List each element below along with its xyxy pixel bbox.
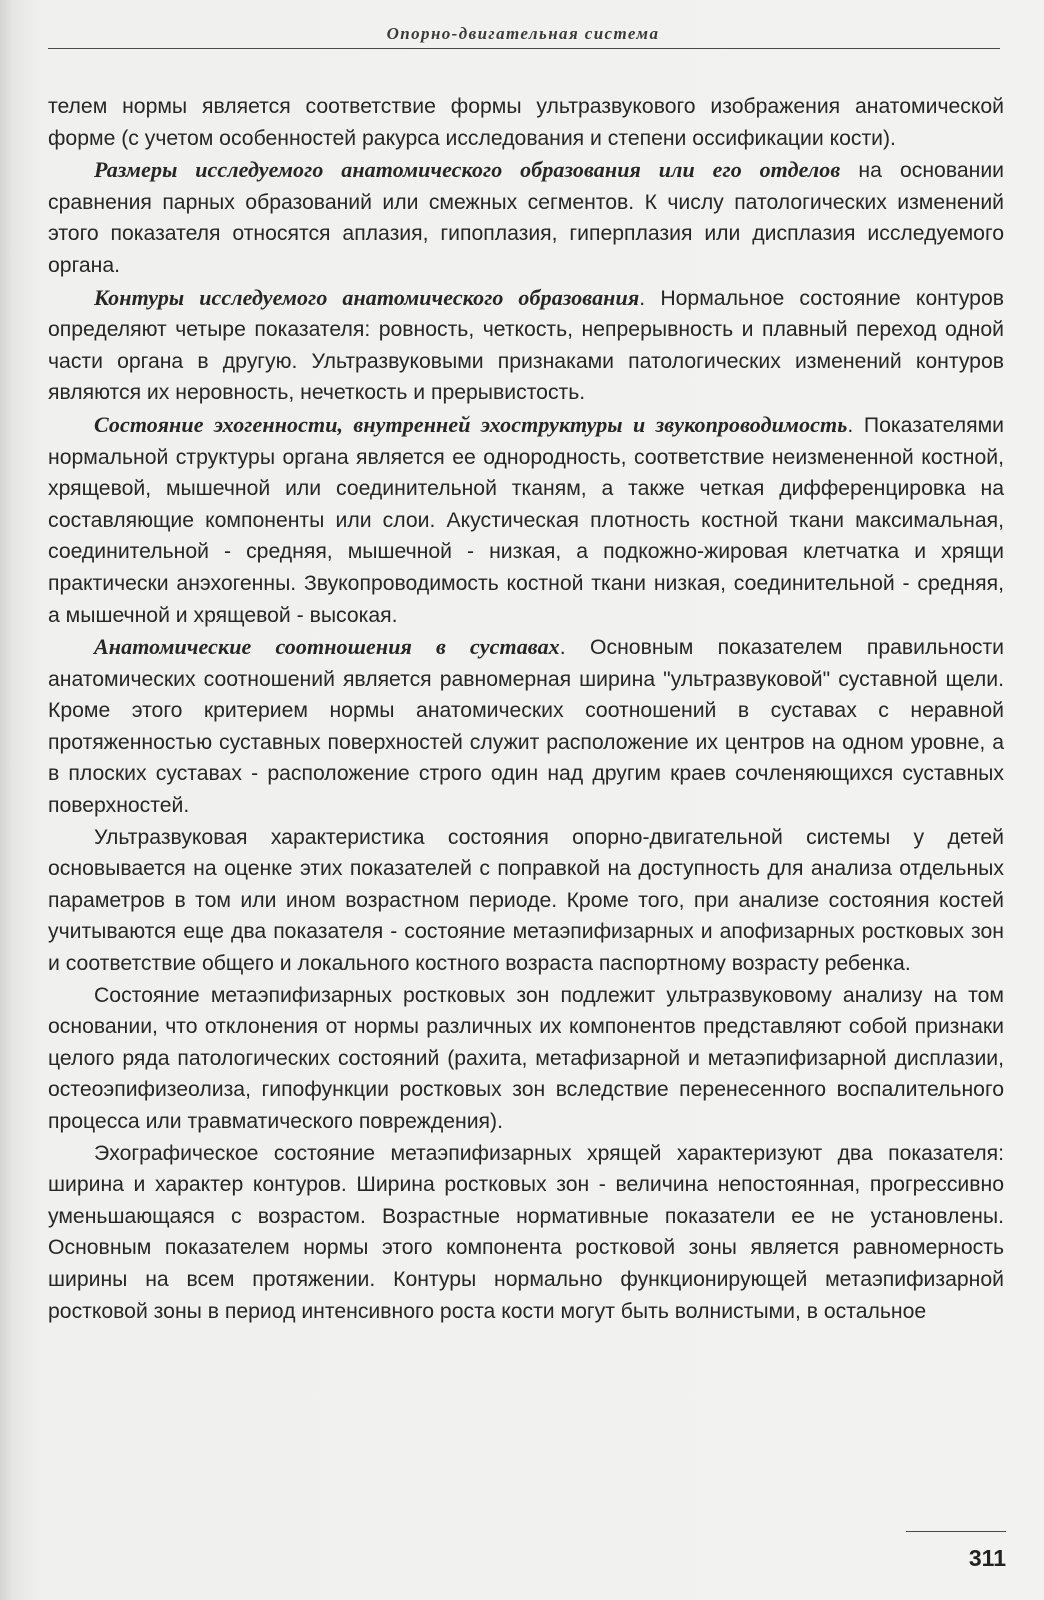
paragraph-lead: Состояние эхогенности, внутренней эхоструктуры и звукопроводимость [94, 411, 848, 437]
paragraph-text: Состояние метаэпифизарных ростковых зон подлежит ультразвуковому анализу на том основании, что отклонения от нормы различных их компонентов представляют собой признаки целого ряда патологических состояний (рахита, метафизарной и метаэпифизарной дисплазии, остеоэпифизеолиза, гипофункции ростковых зон вследствие перенесенного воспалительного процесса или травматического повреждения). [48, 983, 1004, 1133]
paragraph-text: . Нормальное состояние контуров определяют четыре показателя: ровность, четкость, непрерывность и плавный переход одной части органа в другую. Ультразвуковыми признаками патологических изменений контуров являются их неровность, нечеткость и прерывистость. [48, 286, 1004, 405]
paragraph-joint-relations [48, 631, 1004, 822]
paragraph-contours [48, 282, 1004, 409]
footer-rule [906, 1531, 1006, 1532]
paragraph-continuation [48, 91, 1004, 154]
paragraph-growth-zones [48, 980, 1004, 1138]
paragraph-text: Ультразвуковая характеристика состояния опорно-двигательной системы у детей основывается на оценке этих показателей с поправкой на доступность для анализа отдельных параметров в том или ином возрастном периоде. Кроме того, при анализе состояния костей учитываются еще два показателя - состояние метаэпифизарных и апофизарных ростковых зон и соответствие общего и локального костного возраста паспортному возрасту ребенка. [48, 825, 1004, 976]
paragraph-sizes [48, 154, 1004, 281]
paragraph-text: Эхографическое состояние метаэпифизарных хрящей характеризуют два показателя: ширина и характер контуров. Ширина ростковых зон - величина непостоянная, прогрессивно уменьшающаяся с возрастом. Возрастные нормативные показатели ее не установлены. Основным показателем нормы этого компонента ростковой зоны является равномерность ширины на всем протяжении. Контуры нормально функционирующей метаэпифизарной ростковой зоны в период интенсивного роста кости могут быть волнистыми, в остальное [48, 1141, 1004, 1323]
paragraph-lead: Контуры исследуемого анатомического образования [94, 284, 640, 310]
body-text [48, 91, 1004, 1327]
paragraph-text: телем нормы является соответствие формы ультразвукового изображения анатомической форме (с учетом особенностей ракурса исследования и степени оссификации кости). [48, 95, 1004, 150]
paragraph-text: . Показателями нормальной структуры органа является ее однородность, соответствие неизмененной костной, хрящевой, мышечной или соединительной тканям, а также четкая дифференцировка на составляющие компоненты или слои. Акустическая плотность костной ткани максимальная, соединительной - средняя, мышечной - низкая, а подкожно-жировая клетчатка и хрящи практически анэхогенны. Звукопроводимость костной ткани низкая, соединительной - средняя, а мышечной и хрящевой - высокая. [48, 413, 1004, 627]
paragraph-children [48, 822, 1004, 980]
paragraph-lead: Размеры исследуемого анатомического образования или его отделов [94, 157, 841, 183]
page-number: 311 [968, 1545, 1006, 1571]
header-rule [48, 48, 1000, 49]
paragraph-text: . Основным показателем правильности анатомических соотношений является равномерная ширина "ультразвуковой" суставной щели. Кроме этого критерием нормы анатомических соотношений в суставах с неравной протяженностью суставных поверхностей служит расположение их центров на одном уровне, а в плоских суставах - расположение строго один над другим краев сочленяющихся суставных поверхностей. [48, 636, 1004, 818]
paragraph-lead: Анатомические соотношения в суставах [94, 634, 560, 660]
paragraph-text: на основании сравнения парных образований или смежных сегментов. К числу патологических изменений этого показателя относятся аплазия, гипоплазия, гиперплазия или дисплазия исследуемого органа. [48, 159, 1004, 277]
paragraph-cartilage [48, 1138, 1004, 1328]
paragraph-echogenicity [48, 409, 1004, 631]
running-header: Опорно-двигательная система [386, 24, 660, 43]
